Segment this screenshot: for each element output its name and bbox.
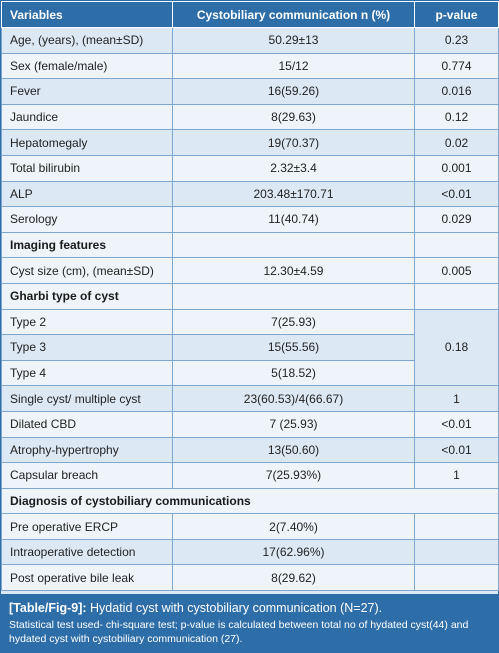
header-communication: Cystobiliary communication n (%) <box>173 2 415 28</box>
row-label: Hepatomegaly <box>2 130 173 156</box>
row-label: Total bilirubin <box>2 155 173 181</box>
table-row <box>2 104 499 130</box>
empty-cell <box>415 283 499 309</box>
table-row <box>2 309 499 335</box>
row-label: Jaundice <box>2 104 173 130</box>
row-label: Age, (years), (mean±SD) <box>2 28 173 54</box>
row-label: Cyst size (cm), (mean±SD) <box>2 258 173 284</box>
row-label: Type 4 <box>2 360 173 386</box>
row-label: Single cyst/ multiple cyst <box>2 386 173 412</box>
row-label: Type 3 <box>2 335 173 361</box>
row-p-value: 0.23 <box>415 28 499 54</box>
row-value: 23(60.53)/4(66.67) <box>173 386 415 412</box>
table-row <box>2 155 499 181</box>
empty-cell <box>415 565 499 591</box>
empty-cell <box>415 514 499 540</box>
section-row-gharbi <box>2 283 499 309</box>
row-p-value: 0.005 <box>415 258 499 284</box>
row-p-value: <0.01 <box>415 181 499 207</box>
results-table <box>1 1 499 591</box>
row-value: 12.30±4.59 <box>173 258 415 284</box>
table-row <box>2 28 499 54</box>
row-p-value: <0.01 <box>415 411 499 437</box>
caption-text: Hydatid cyst with cystobiliary communication (N=27). <box>86 601 383 615</box>
row-p-value: 0.02 <box>415 130 499 156</box>
row-p-value: 1 <box>415 386 499 412</box>
row-value: 203.48±170.71 <box>173 181 415 207</box>
row-value: 19(70.37) <box>173 130 415 156</box>
row-value: 50.29±13 <box>173 28 415 54</box>
table-row <box>2 53 499 79</box>
header-p-value: p-value <box>415 2 499 28</box>
row-p-value: 0.774 <box>415 53 499 79</box>
section-row-diagnosis <box>2 488 499 514</box>
table-row <box>2 514 499 540</box>
row-label: Pre operative ERCP <box>2 514 173 540</box>
row-value: 5(18.52) <box>173 360 415 386</box>
table-row <box>2 539 499 565</box>
row-value: 13(50.60) <box>173 437 415 463</box>
row-value: 15(55.56) <box>173 335 415 361</box>
gharbi-p-value: 0.18 <box>415 309 499 386</box>
empty-cell <box>173 283 415 309</box>
row-label: Capsular breach <box>2 463 173 489</box>
table-row <box>2 79 499 105</box>
row-label: Dilated CBD <box>2 411 173 437</box>
row-p-value: <0.01 <box>415 437 499 463</box>
row-label: ALP <box>2 181 173 207</box>
row-value: 15/12 <box>173 53 415 79</box>
row-value: 2.32±3.4 <box>173 155 415 181</box>
section-title-gharbi: Gharbi type of cyst <box>2 283 173 309</box>
empty-cell <box>415 232 499 258</box>
table-row <box>2 207 499 233</box>
row-label: Intraoperative detection <box>2 539 173 565</box>
table-row <box>2 565 499 591</box>
row-value: 7(25.93%) <box>173 463 415 489</box>
row-p-value: 0.016 <box>415 79 499 105</box>
section-title-imaging: Imaging features <box>2 232 173 258</box>
row-label: Type 2 <box>2 309 173 335</box>
row-value: 2(7.40%) <box>173 514 415 540</box>
table-row <box>2 258 499 284</box>
header-variables: Variables <box>2 2 173 28</box>
empty-cell <box>173 232 415 258</box>
row-label: Sex (female/male) <box>2 53 173 79</box>
caption-tag: [Table/Fig-9]: <box>9 601 87 615</box>
row-p-value: 0.029 <box>415 207 499 233</box>
row-value: 7(25.93) <box>173 309 415 335</box>
empty-cell <box>415 539 499 565</box>
section-title-diagnosis: Diagnosis of cystobiliary communications <box>2 488 499 514</box>
row-label: Atrophy-hypertrophy <box>2 437 173 463</box>
row-label: Fever <box>2 79 173 105</box>
row-p-value: 0.001 <box>415 155 499 181</box>
row-label: Post operative bile leak <box>2 565 173 591</box>
row-label: Serology <box>2 207 173 233</box>
table-row <box>2 437 499 463</box>
section-row-imaging <box>2 232 499 258</box>
row-value: 8(29.62) <box>173 565 415 591</box>
row-value: 8(29.63) <box>173 104 415 130</box>
caption-title <box>9 600 490 616</box>
table-row <box>2 411 499 437</box>
caption-note: Statistical test used- chi-square test; p-value is calculated between total no of hydated cyst(44) and hydated cyst with cystobiliary communication (27). <box>9 619 469 645</box>
row-value: 17(62.96%) <box>173 539 415 565</box>
row-value: 11(40.74) <box>173 207 415 233</box>
table-row <box>2 130 499 156</box>
row-value: 16(59.26) <box>173 79 415 105</box>
figure-caption <box>1 594 498 652</box>
table-row <box>2 386 499 412</box>
row-value: 7 (25.93) <box>173 411 415 437</box>
row-p-value: 1 <box>415 463 499 489</box>
row-p-value: 0.12 <box>415 104 499 130</box>
table-header-row <box>2 2 499 28</box>
table-row <box>2 463 499 489</box>
table-row <box>2 181 499 207</box>
